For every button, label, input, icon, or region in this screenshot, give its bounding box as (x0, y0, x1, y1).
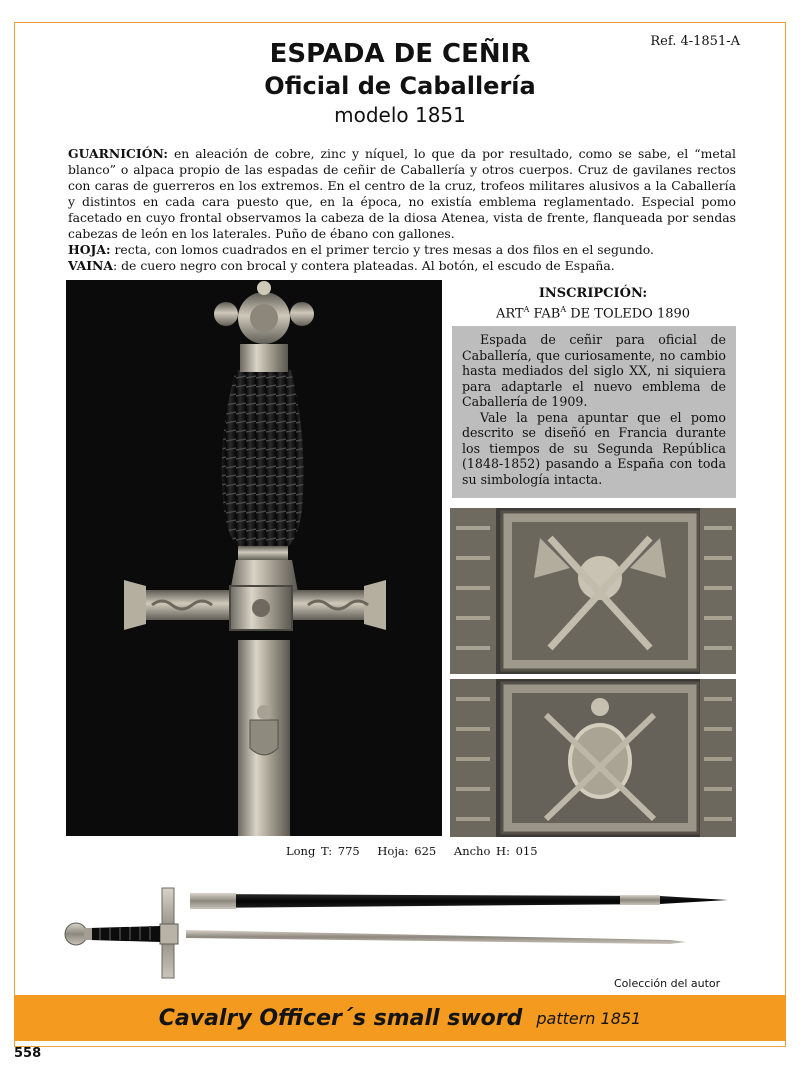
guard-detail-photo-2 (450, 679, 736, 837)
collection-credit: Colección del autor (614, 977, 721, 990)
inscription-sup-art: A (523, 305, 530, 314)
hoja-label: HOJA: (68, 242, 111, 257)
note-box (452, 326, 736, 498)
page-title: ESPADA DE CEÑIR (269, 39, 531, 69)
inscription-block (450, 286, 736, 322)
note-paragraph-2: Vale la pena apuntar que el pomo descrito se diseñó en Francia durante los tiempos de su Segunda República (1848-1852) pasando a España con toda su simbología intacta. (462, 409, 726, 487)
total-length: Long T: 775 (286, 844, 360, 858)
page-number: 558 (14, 1046, 42, 1061)
guarnicion-paragraph (68, 146, 736, 242)
guarnicion-text: en aleación de cobre, zinc y níquel, lo que da por resultado, como se sabe, el “metal blanco” o alpaca propio de las espadas de ceñir de Caballería y otros cuerpos. Cruz de gavilanes rectos con caras de guerreros en los extremos. En el centro de la cruz, trofeos militares alusivos a la Caballería y distintos en cada cara puesto que, en la época, no existía emblema reglamentado. Especial pomo facetado en cuyo frontal observamos la cabeza de la diosa Atenea, vista de frente, flanqueada por sendas cabezas de león en los laterales. Puño de ébano con gallones. (68, 146, 736, 241)
vaina-paragraph (68, 258, 736, 274)
blade-width: Ancho H: 015 (453, 844, 538, 858)
hoja-paragraph (68, 242, 736, 258)
description-block (68, 146, 736, 274)
vaina-text: : de cuero negro con brocal y contera plateadas. Al botón, el escudo de España. (113, 258, 615, 273)
inscription-word-art: ART (495, 306, 524, 322)
trophy-shield-relief (450, 679, 736, 837)
model-year: modelo 1851 (334, 103, 466, 127)
reference-code: Ref. 4-1851-A (650, 34, 740, 49)
title-block (0, 38, 800, 128)
english-title: Cavalry Officer´s small sword (158, 1005, 523, 1031)
full-sword-photo (60, 880, 740, 980)
hilt-illustration (66, 280, 442, 836)
hoja-text: recta, con lomos cuadrados en el primer tercio y tres mesas a dos filos en el segundo. (110, 242, 654, 257)
guard-detail-photo-1 (450, 508, 736, 674)
english-title-banner (14, 995, 786, 1041)
inscription-text (450, 302, 736, 322)
english-pattern: pattern 1851 (536, 1008, 642, 1028)
blade-length: Hoja: 625 (377, 844, 437, 858)
inscription-word-toledo: DE TOLEDO 1890 (566, 306, 691, 322)
page-subtitle: Oficial de Caballería (264, 72, 536, 100)
hilt-photo (66, 280, 442, 836)
vaina-label: VAINA (68, 258, 114, 273)
inscription-title: INSCRIPCIÓN: (538, 286, 648, 301)
guarnicion-label: GUARNICIÓN: (68, 146, 168, 161)
inscription-sup-fab: A (560, 305, 567, 314)
note-paragraph-1: Espada de ceñir para oficial de Caballería, que curiosamente, no cambio hasta mediados del siglo XX, ni siquiera para adaptarle el nuevo emblema de Caballería de 1909. (462, 332, 726, 409)
dimensions (286, 844, 550, 858)
sword-and-scabbard-illustration (60, 880, 740, 980)
trophy-helmet-relief (450, 508, 736, 674)
inscription-word-fab: FAB (529, 306, 561, 322)
